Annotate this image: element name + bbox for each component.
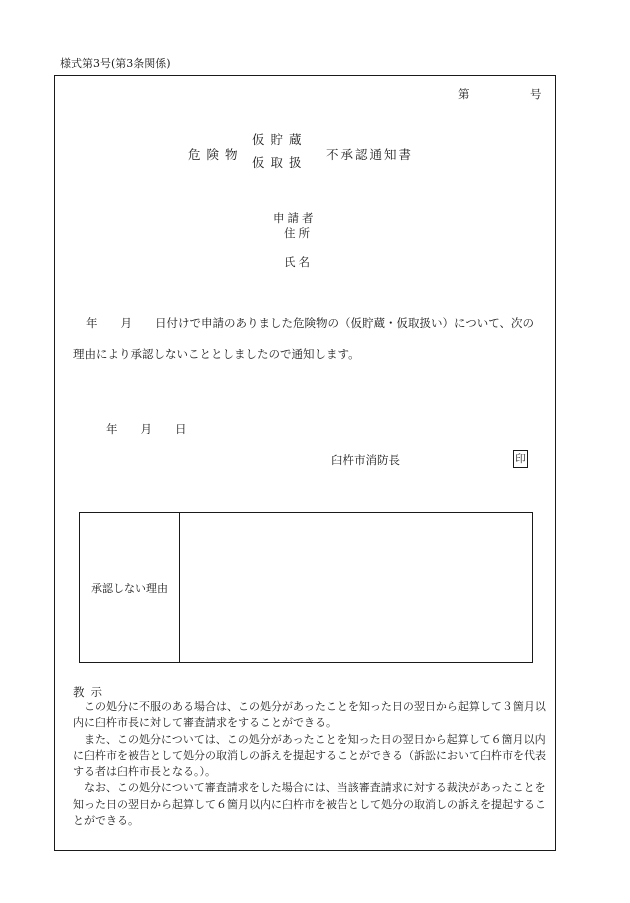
notice-text [73,699,547,829]
body-text-line-2: 理由により承認しないこととしましたので通知します。 [73,347,360,361]
form-number-label: 様式第3号(第3条関係) [60,57,171,70]
notice-heading: 教示 [73,685,108,699]
title-hazardous-materials: 危険物 [188,147,244,162]
body-text-line-1: 年 月 日付けで申請のありました危険物の（仮貯蔵・仮取扱い）について、次の [86,316,535,330]
reason-table [79,512,533,663]
issuer-title: 臼杵市消防長 [331,453,400,467]
notice-paragraph-3: なお、この処分について審査請求をした場合には、当該審査請求に対する裁決があったことを知った日の翌日から起算して６箇月以内に臼杵市を被告として処分の取消しの訴えを提起することができる。 [73,781,546,828]
seal-mark: 印 [513,450,528,468]
title-temporary-handling: 仮取扱 [252,155,308,170]
document-number-suffix: 号 [530,87,542,101]
notice-paragraph-2: また、この処分については、この処分があったことを知った日の翌日から起算して６箇月以内に臼杵市を被告として処分の取消しの訴えを提起することができる（訴訟において臼杵市を代表する者は臼杵市長となる。）。 [73,732,546,779]
title-temporary-storage: 仮貯蔵 [252,132,308,147]
applicant-label: 申請者 [273,211,317,225]
name-label: 氏名 [284,255,313,269]
issue-date: 年 月 日 [106,422,187,436]
title-non-approval-notice: 不承認通知書 [326,147,414,162]
reason-field[interactable] [180,513,532,662]
reason-label: 承認しない理由 [80,513,180,662]
document-number-prefix: 第 [458,87,470,101]
notice-paragraph-1: この処分に不服のある場合は、この処分があったことを知った日の翌日から起算して３箇月以内に臼杵市長に対して審査請求をすることができる。 [73,700,546,730]
address-label: 住所 [284,226,313,240]
